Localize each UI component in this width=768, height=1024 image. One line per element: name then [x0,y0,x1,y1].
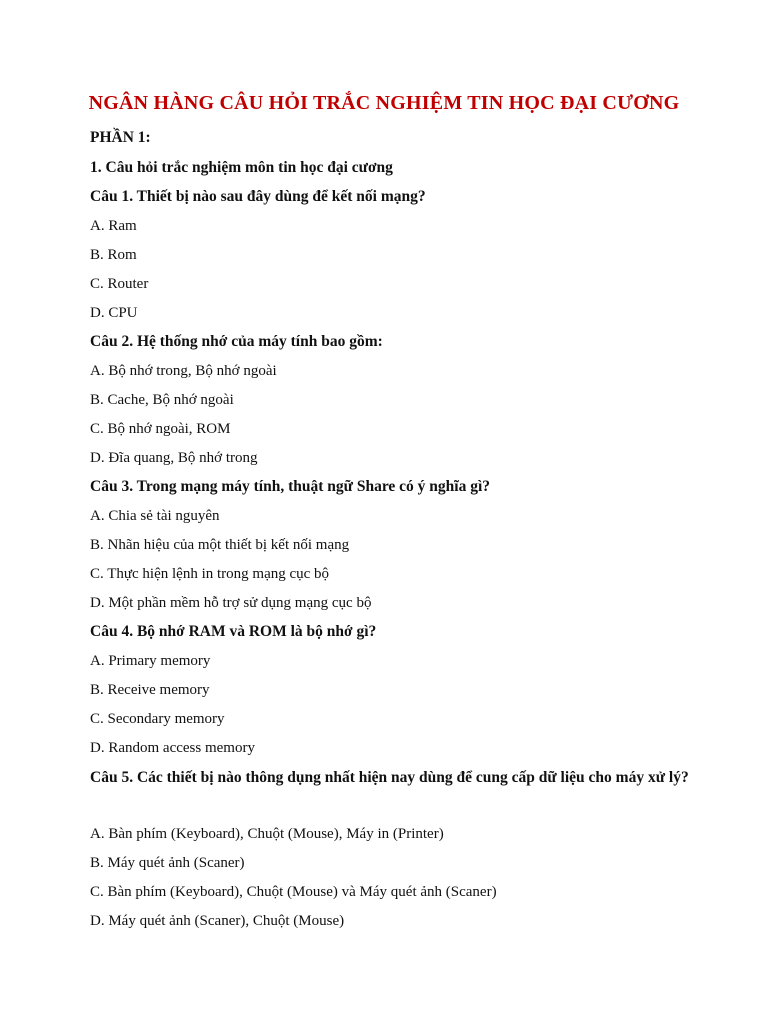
question-5-option-b: B. Máy quét ảnh (Scaner) [90,855,245,871]
document-title: NGÂN HÀNG CÂU HỎI TRẮC NGHIỆM TIN HỌC ĐẠI CƯƠNG [88,92,680,114]
question-1-option-d: D. CPU [90,305,138,321]
question-3-option-b: B. Nhãn hiệu của một thiết bị kết nối mạng [90,537,350,553]
question-4: Câu 4. Bộ nhớ RAM và ROM là bộ nhớ gì? [90,623,377,640]
question-1-option-b: B. Rom [90,247,137,263]
question-2-option-a: A. Bộ nhớ trong, Bộ nhớ ngoài [90,363,277,379]
question-1: Câu 1. Thiết bị nào sau đây dùng để kết nối mạng? [90,188,426,205]
question-5-option-a: A. Bàn phím (Keyboard), Chuột (Mouse), Máy in (Printer) [90,826,444,842]
question-4-option-a: A. Primary memory [90,653,211,669]
question-5-option-c: C. Bàn phím (Keyboard), Chuột (Mouse) và Máy quét ảnh (Scaner) [90,884,497,900]
question-3: Câu 3. Trong mạng máy tính, thuật ngữ Share có ý nghĩa gì? [90,478,491,495]
question-5: Câu 5. Các thiết bị nào thông dụng nhất hiện nay dùng để cung cấp dữ liệu cho máy xử lý? [90,769,689,786]
section-heading: PHẦN 1: [90,129,151,146]
question-2: Câu 2. Hệ thống nhớ của máy tính bao gồm: [90,333,383,350]
question-4-option-b: B. Receive memory [90,682,210,698]
question-2-option-d: D. Đĩa quang, Bộ nhớ trong [90,450,258,466]
question-3-option-c: C. Thực hiện lệnh in trong mạng cục bộ [90,566,330,582]
question-2-option-b: B. Cache, Bộ nhớ ngoài [90,392,234,408]
subheading: 1. Câu hỏi trắc nghiệm môn tin học đại cương [90,159,393,176]
question-1-option-c: C. Router [90,276,149,292]
question-2-option-c: C. Bộ nhớ ngoài, ROM [90,421,231,437]
question-4-option-c: C. Secondary memory [90,711,225,727]
question-4-option-d: D. Random access memory [90,740,255,756]
question-1-option-a: A. Ram [90,218,137,234]
question-5-option-d: D. Máy quét ảnh (Scaner), Chuột (Mouse) [90,913,345,929]
question-3-option-d: D. Một phần mềm hỗ trợ sử dụng mạng cục bộ [90,595,372,611]
question-3-option-a: A. Chia sẻ tài nguyên [90,508,220,524]
